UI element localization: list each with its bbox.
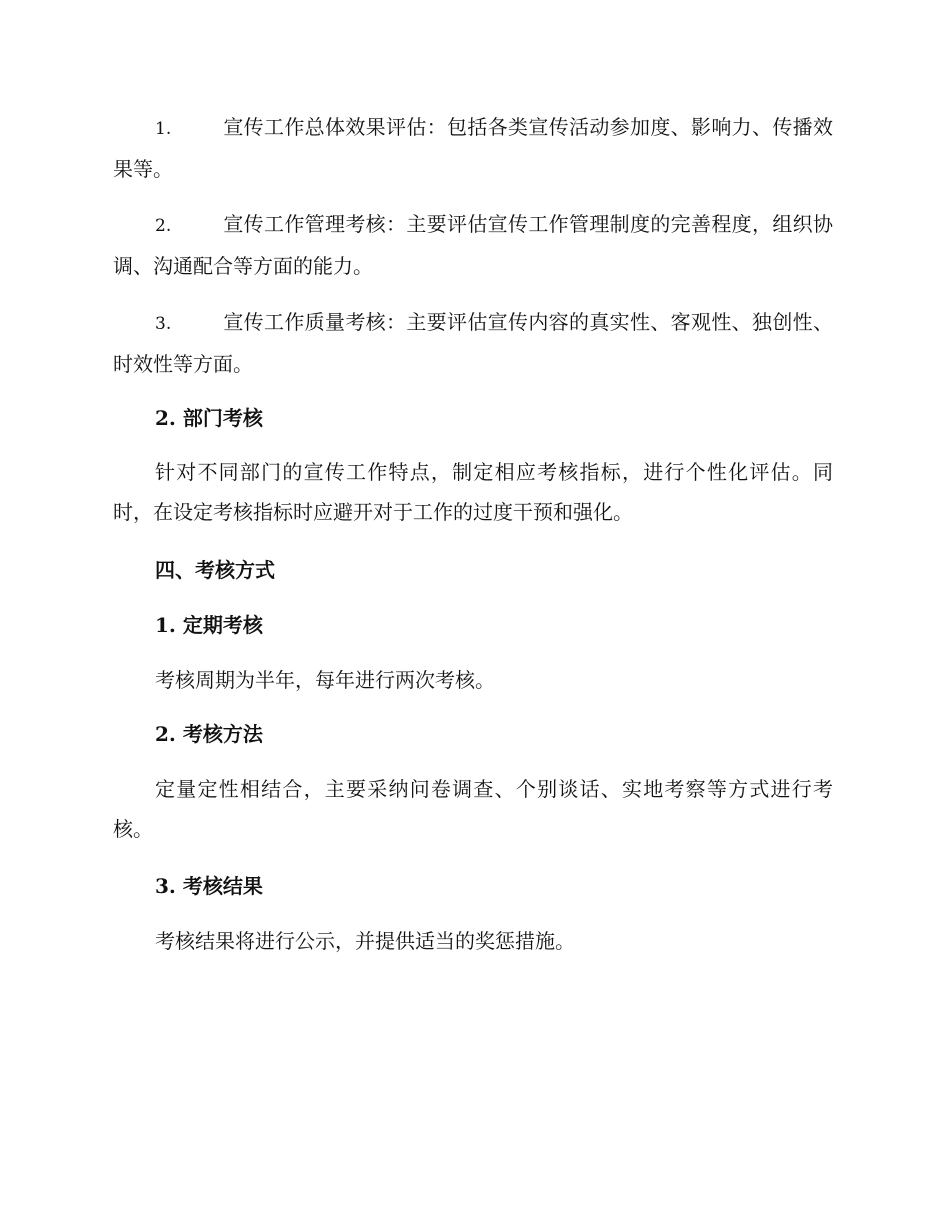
list-number: 1. [155,119,172,139]
list-number: 2. [155,216,172,236]
paragraph-method: 定量定性相结合，主要采纳问卷调查、个别谈话、实地考察等方式进行考核。 [113,777,833,841]
list-item-1 [113,107,833,189]
section-heading-method: 2. 考核方法 [155,722,263,746]
list-number: 3. [155,314,172,334]
paragraph-result: 考核结果将进行公示，并提供适当的奖惩措施。 [155,929,575,953]
list-item-2 [113,204,833,286]
section-heading-four: 四、考核方式 [155,558,275,582]
list-item-text: 宣传工作总体效果评估：包括各类宣传活动参加度、影响力、传播效果等。 [113,115,833,181]
list-item-text: 宣传工作质量考核：主要评估宣传内容的真实性、客观性、独创性、时效性等方面。 [113,310,833,376]
list-item-text: 宣传工作管理考核：主要评估宣传工作管理制度的完善程度，组织协调、沟通配合等方面的能力。 [113,212,833,278]
section-heading-dept: 2. 部门考核 [155,406,263,430]
list-item-3 [113,302,833,384]
section-heading-result: 3. 考核结果 [155,874,263,898]
paragraph-dept: 针对不同部门的宣传工作特点，制定相应考核指标，进行个性化评估。同时，在设定考核指标时应避开对于工作的过度干预和强化。 [113,460,833,524]
paragraph-periodic: 考核周期为半年，每年进行两次考核。 [155,668,495,692]
section-heading-periodic: 1. 定期考核 [155,613,263,637]
